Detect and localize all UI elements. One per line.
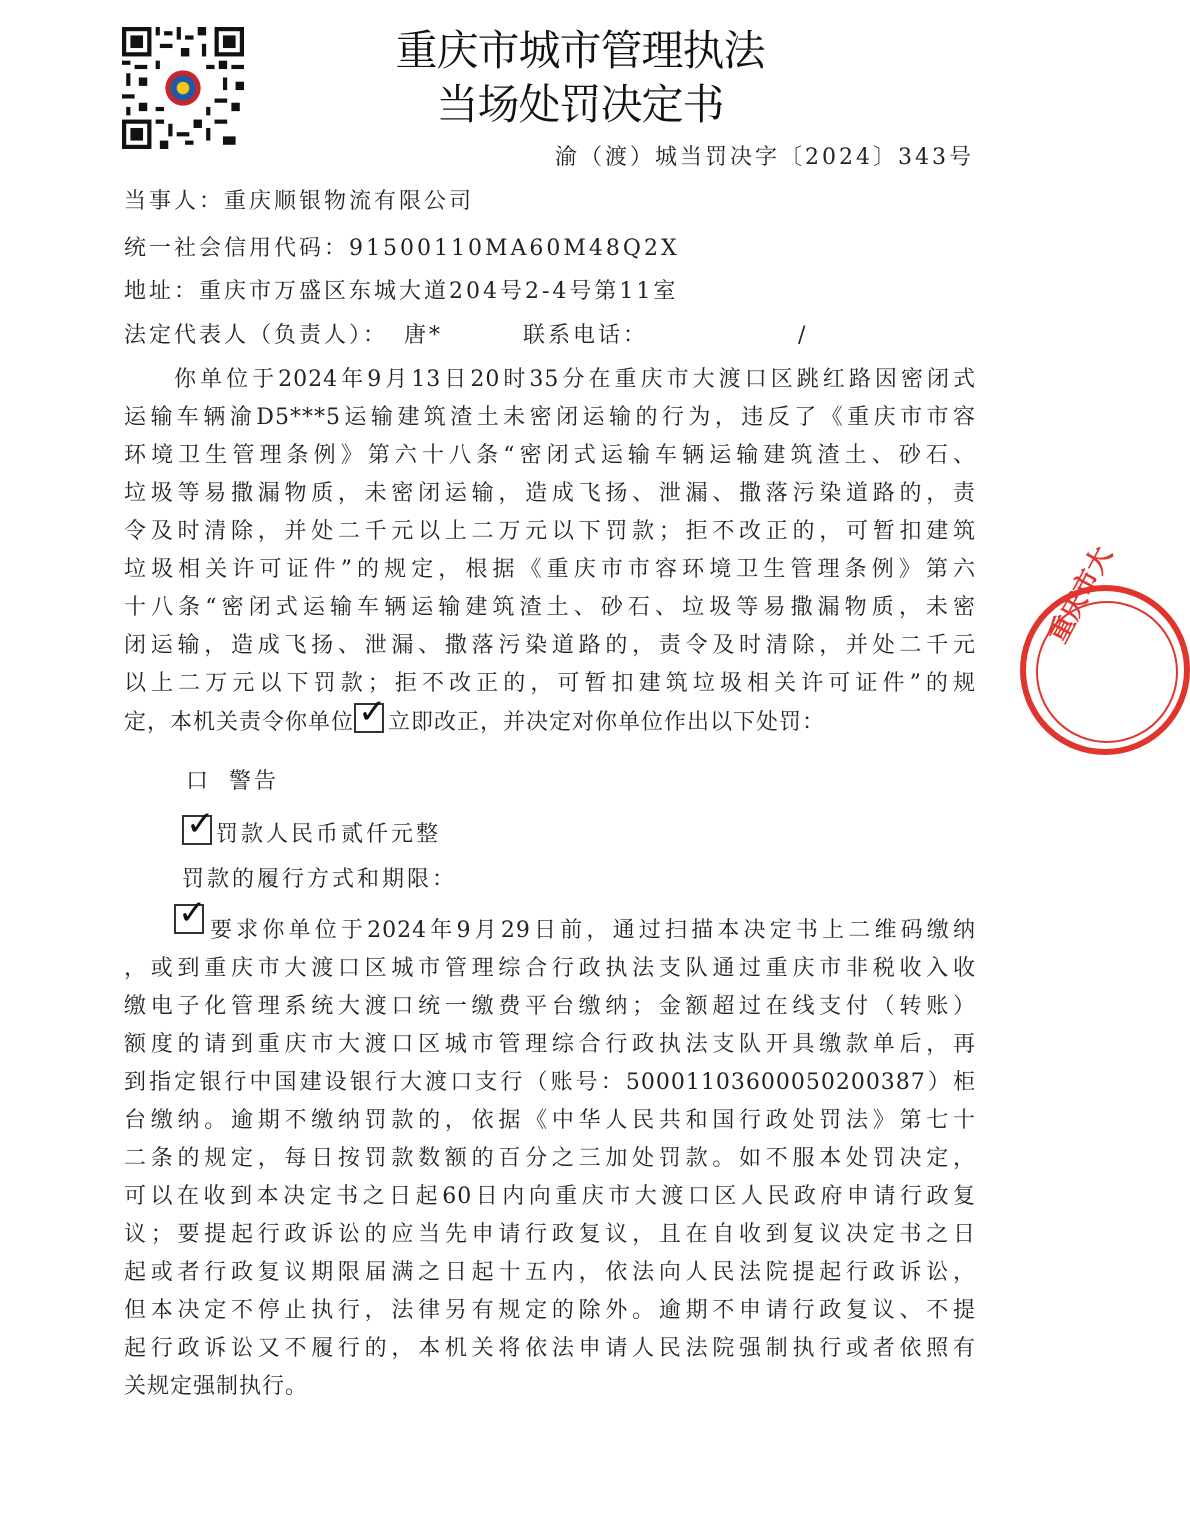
facts-line: 环境卫生管理条例》第六十八条“密闭式运输车辆运输建筑渣土、砂石、	[124, 443, 976, 468]
fine-option	[182, 804, 442, 848]
document-title-line2: 当场处罚决定书	[436, 80, 724, 129]
legal-representative-label: 法定代表人（负责人）：	[124, 323, 389, 348]
facts-line: 你单位于2024年9月13日20时35分在重庆市大渡口区跳红路因密闭式	[174, 367, 976, 392]
payment-line: 起行政诉讼又不履行的，本机关将依法申请人民法院强制执行或者依照有	[124, 1336, 976, 1361]
fine-label: 罚款人民币贰仟元整	[216, 822, 442, 847]
facts-line: 垃圾相关许可证件”的规定，根据《重庆市市容环境卫生管理条例》第六	[124, 557, 976, 582]
facts-last-line	[124, 692, 976, 742]
warning-option	[186, 764, 279, 795]
payment-first-line	[124, 893, 976, 950]
facts-line: 闭运输，造成飞扬、泄漏、撒落污染道路的，责令及时清除，并处二千元	[124, 633, 976, 658]
facts-line: 以上二万元以下罚款；拒不改正的，可暂扣建筑垃圾相关许可证件”的规	[124, 671, 976, 696]
check-mark-icon: ✓	[186, 804, 218, 844]
document-number: 渝（渡）城当罚决字〔2024〕343号	[555, 145, 974, 170]
payment-line: 到指定银行中国建设银行大渡口支行（账号：50001103600050200387）柜	[124, 1070, 976, 1095]
payment-paragraph	[124, 893, 976, 1406]
payment-line: ，或到重庆市大渡口区城市管理综合行政执法支队通过重庆市非税收入收	[124, 956, 976, 981]
facts-last-line-after: 立即改正，并决定对你单位作出以下处罚：	[388, 710, 826, 735]
facts-line: 垃圾等易撒漏物质，未密闭运输，造成飞扬、泄漏、撒落污染道路的，责	[124, 481, 976, 506]
warning-label: 警告	[229, 769, 280, 794]
check-mark-icon: ✓	[178, 893, 208, 933]
payment-line: 议；要提起行政诉讼的应当先申请行政复议，且在自收到复议决定书之日	[124, 1222, 976, 1247]
official-seal-stamp	[1020, 541, 1190, 755]
payment-method-label: 罚款的履行方式和期限：	[182, 867, 458, 892]
facts-last-line-before: 定，本机关责令你单位	[124, 710, 355, 735]
qr-code-icon	[122, 27, 244, 149]
address: 地址：重庆市万盛区东城大道204号2-4号第11室	[124, 279, 679, 304]
payment-first-line-text: 要求你单位于2024年9月29日前，通过扫描本决定书上二维码缴纳	[210, 918, 976, 943]
correct-immediately-checkbox	[354, 692, 388, 733]
phone-value: /	[798, 323, 809, 348]
payment-checkbox	[174, 893, 208, 934]
warning-empty-box: 口	[186, 769, 212, 794]
facts-paragraph	[124, 361, 976, 742]
payment-line: 额度的请到重庆市大渡口区城市管理综合行政执法支队开具缴款单后，再	[124, 1032, 976, 1057]
payment-line: 二条的规定，每日按罚款数额的百分之三加处罚款。如不服本处罚决定，	[124, 1146, 976, 1171]
facts-line: 运输车辆渝D5***5运输建筑渣土未密闭运输的行为，违反了《重庆市市容	[124, 405, 976, 430]
payment-line: 但本决定不停止执行，法律另有规定的除外。逾期不申请行政复议、不提	[124, 1298, 976, 1323]
payment-line: 起或者行政复议期限届满之日起十五内，依法向人民法院提起行政诉讼，	[124, 1260, 976, 1285]
facts-line: 令及时清除，并处二千元以上二万元以下罚款；拒不改正的，可暂扣建筑	[124, 519, 976, 544]
party-name: 当事人：重庆顺银物流有限公司	[124, 189, 475, 214]
payment-line: 可以在收到本决定书之日起60日内向重庆市大渡口区人民政府申请行政复	[124, 1184, 976, 1209]
legal-representative-name: 唐*	[404, 323, 444, 348]
document-title-line1: 重庆市城市管理执法	[395, 26, 765, 75]
fine-checkbox	[182, 804, 218, 845]
payment-last-line: 关规定强制执行。	[124, 1374, 309, 1399]
facts-line: 十八条“密闭式运输车辆运输建筑渣土、砂石、垃圾等易撒漏物质，未密	[124, 595, 976, 620]
payment-line: 台缴纳。逾期不缴纳罚款的，依据《中华人民共和国行政处罚法》第七十	[124, 1108, 976, 1133]
payment-line: 缴电子化管理系统大渡口统一缴费平台缴纳；金额超过在线支付（转账）	[124, 994, 976, 1019]
check-mark-icon: ✓	[358, 692, 388, 732]
phone-label: 联系电话：	[523, 323, 649, 348]
credit-code: 统一社会信用代码：91500110MA60M48Q2X	[124, 236, 680, 261]
legal-representative-row	[124, 318, 808, 349]
seal-text: 重庆市大	[1043, 541, 1119, 648]
